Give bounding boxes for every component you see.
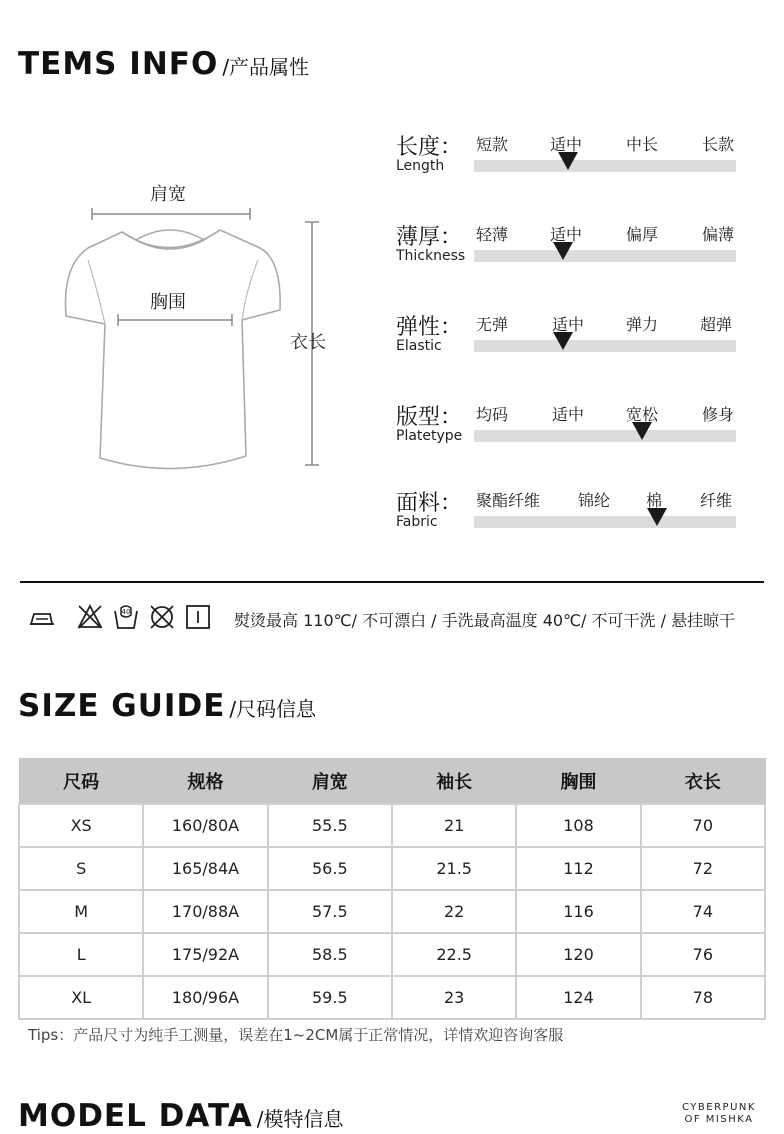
size-cell: 76	[641, 933, 765, 976]
size-cell: 175/92A	[143, 933, 267, 976]
size-cell: XS	[19, 804, 143, 847]
attribute-option: 修身	[701, 405, 735, 424]
attribute-track	[474, 340, 736, 352]
size-cell: 74	[641, 890, 765, 933]
size-cell: 72	[641, 847, 765, 890]
size-cell: 120	[516, 933, 640, 976]
attribute-option: 适中	[549, 135, 583, 154]
attribute-option: 宽松	[625, 405, 659, 424]
attribute-track	[474, 250, 736, 262]
attribute-2	[396, 310, 740, 380]
size-header-cell: 尺码	[19, 759, 143, 805]
svg-text:40: 40	[121, 608, 131, 616]
size-cell: 165/84A	[143, 847, 267, 890]
size-guide-title: SIZE GUIDE	[18, 688, 226, 724]
size-table-header	[19, 759, 765, 805]
attribute-option: 聚酯纤维	[475, 491, 541, 510]
attribute-name-en: Length	[396, 158, 445, 174]
items-info-heading	[18, 46, 309, 82]
attribute-name: 版型：	[396, 405, 463, 430]
length-label: 衣长	[290, 332, 326, 353]
size-cell: 70	[641, 804, 765, 847]
care-instructions: 熨烫最高 110℃/ 不可漂白 / 手洗最高温度 40℃/ 不可干洗 / 悬挂晾干	[234, 611, 736, 630]
size-cell: 58.5	[268, 933, 392, 976]
no-bleach-icon	[76, 603, 104, 631]
size-cell: 59.5	[268, 976, 392, 1019]
attribute-name: 面料：	[396, 491, 463, 516]
size-header-cell: 肩宽	[268, 759, 392, 805]
attribute-option: 长款	[701, 135, 735, 154]
brand-logo	[682, 1102, 756, 1126]
attribute-track	[474, 430, 736, 442]
size-cell: 57.5	[268, 890, 392, 933]
attribute-option: 适中	[551, 315, 585, 334]
size-cell: 21	[392, 804, 516, 847]
attribute-name: 长度：	[396, 135, 463, 160]
size-cell: L	[19, 933, 143, 976]
table-row	[19, 890, 765, 933]
attribute-3	[396, 400, 740, 470]
attribute-0	[396, 130, 740, 200]
model-data-heading	[18, 1098, 343, 1134]
attribute-option: 偏厚	[625, 225, 659, 244]
attribute-marker-icon	[647, 508, 667, 526]
attribute-track	[474, 160, 736, 172]
iron-low-icon	[28, 603, 56, 631]
hang-dry-icon	[184, 603, 212, 631]
model-data-title: MODEL DATA	[18, 1098, 253, 1134]
size-guide-heading	[18, 688, 316, 724]
attribute-marker-icon	[553, 242, 573, 260]
attribute-name-en: Fabric	[396, 514, 438, 530]
size-cell: 21.5	[392, 847, 516, 890]
size-cell: 160/80A	[143, 804, 267, 847]
attribute-option: 偏薄	[701, 225, 735, 244]
size-header-cell: 规格	[143, 759, 267, 805]
table-row	[19, 804, 765, 847]
size-cell: 170/88A	[143, 890, 267, 933]
size-cell: 180/96A	[143, 976, 267, 1019]
model-data-subtitle: /模特信息	[256, 1107, 344, 1131]
size-header-cell: 衣长	[641, 759, 765, 805]
attribute-option: 均码	[475, 405, 509, 424]
size-cell: S	[19, 847, 143, 890]
size-cell: 116	[516, 890, 640, 933]
size-cell: 22.5	[392, 933, 516, 976]
attribute-name-en: Thickness	[396, 248, 466, 264]
chest-label: 胸围	[150, 292, 186, 313]
attribute-name: 薄厚：	[396, 225, 463, 250]
attribute-option: 纤维	[699, 491, 733, 510]
attribute-option: 中长	[625, 135, 659, 154]
table-row	[19, 976, 765, 1019]
attribute-option: 弹力	[625, 315, 659, 334]
table-row	[19, 847, 765, 890]
no-dry-clean-icon	[148, 603, 176, 631]
attribute-name: 弹性：	[396, 315, 463, 340]
attribute-option: 超弹	[699, 315, 733, 334]
attribute-track	[474, 516, 736, 528]
size-cell: 56.5	[268, 847, 392, 890]
size-cell: 112	[516, 847, 640, 890]
size-cell: XL	[19, 976, 143, 1019]
attribute-marker-icon	[558, 152, 578, 170]
attribute-option: 适中	[551, 405, 585, 424]
size-header-cell: 袖长	[392, 759, 516, 805]
size-cell: 108	[516, 804, 640, 847]
size-cell: 23	[392, 976, 516, 1019]
attribute-option: 短款	[475, 135, 509, 154]
attribute-name-en: Elastic	[396, 338, 442, 354]
attribute-option: 锦纶	[577, 491, 611, 510]
items-info-title: TEMS INFO	[18, 46, 219, 82]
attribute-name-en: Platetype	[396, 428, 463, 444]
size-cell: M	[19, 890, 143, 933]
section-divider	[20, 581, 764, 583]
attribute-option: 适中	[549, 225, 583, 244]
brand-line-1: CYBERPUNK	[682, 1102, 756, 1113]
attribute-option: 棉	[645, 491, 663, 510]
items-info-subtitle: /产品属性	[222, 55, 310, 79]
size-guide-subtitle: /尺码信息	[229, 697, 317, 721]
brand-line-2: OF MISHKA	[684, 1114, 754, 1125]
shoulder-label: 肩宽	[150, 184, 186, 205]
hand-wash-icon	[112, 603, 140, 631]
size-cell: 55.5	[268, 804, 392, 847]
attribute-option: 轻薄	[475, 225, 509, 244]
size-cell: 124	[516, 976, 640, 1019]
size-cell: 78	[641, 976, 765, 1019]
size-tips: Tips：产品尺寸为纯手工测量，误差在1~2CM属于正常情况，详情欢迎咨询客服	[28, 1026, 564, 1044]
care-icons	[28, 603, 228, 633]
attribute-4	[396, 486, 740, 556]
table-row	[19, 933, 765, 976]
size-cell: 22	[392, 890, 516, 933]
attribute-marker-icon	[632, 422, 652, 440]
attribute-option: 无弹	[475, 315, 509, 334]
size-header-cell: 胸围	[516, 759, 640, 805]
attribute-1	[396, 220, 740, 290]
attribute-marker-icon	[553, 332, 573, 350]
size-table	[18, 758, 766, 1020]
